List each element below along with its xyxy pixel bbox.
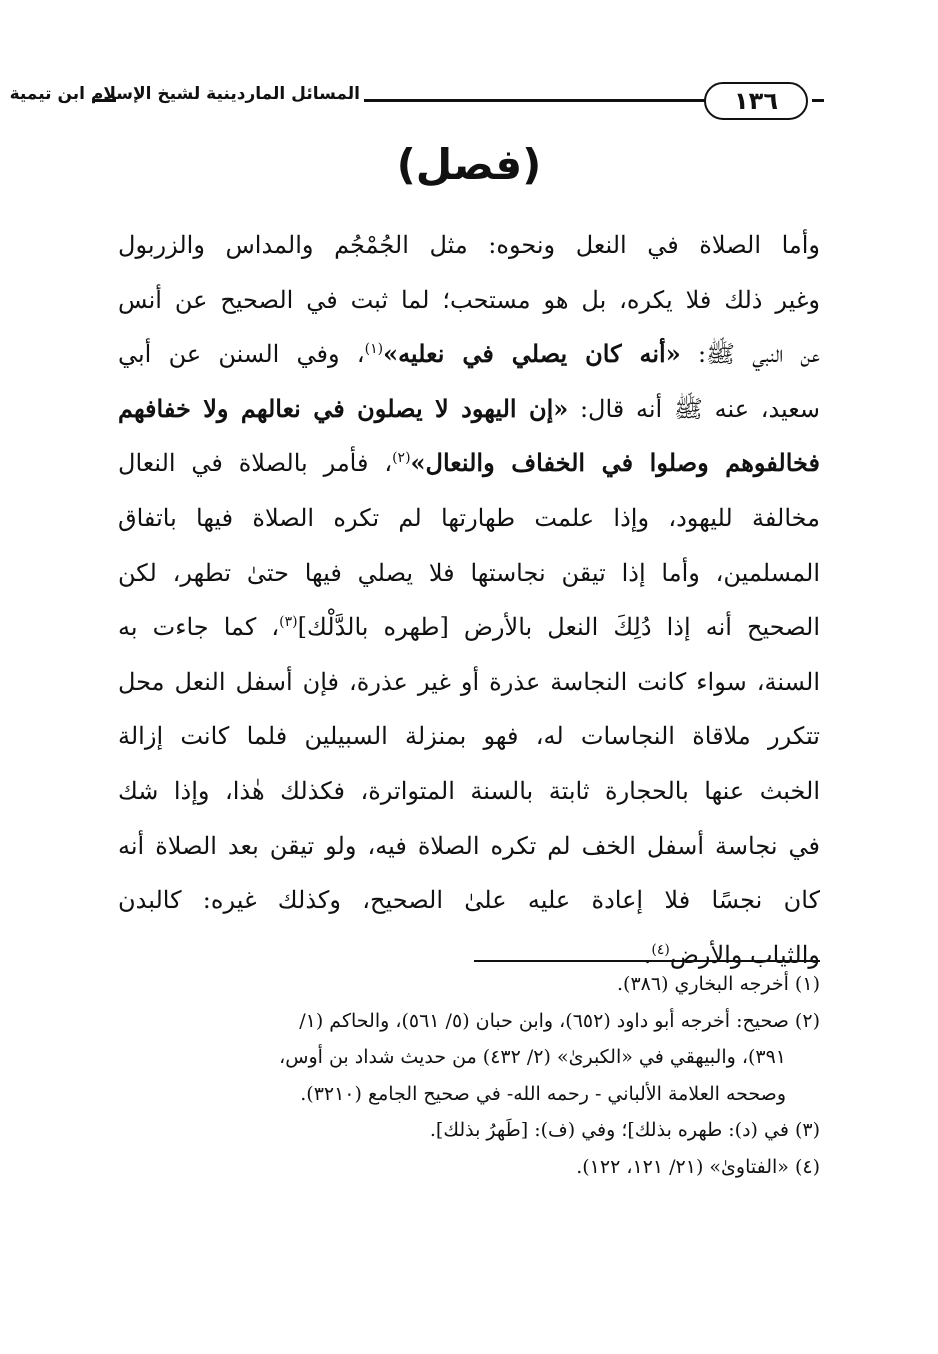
footnote-separator	[474, 960, 820, 962]
text-line: تتكرر ملاقاة النجاسات له، فهو بمنزلة السبيلين فلما كانت إزالة	[118, 722, 820, 751]
text-run: والثياب والأرض	[669, 940, 820, 969]
footnote: (٣) في (د): طهره بذلك]؛ وفي (ف): [طَهرُ بذلك].	[429, 1119, 820, 1142]
text-line: المسلمين، وأما إذا تيقن نجاستها فلا يصلي فيها حتىٰ تطهر، لكن	[118, 558, 820, 587]
text-run: سعيد، عنه ﷺ أنه قال:	[568, 394, 820, 423]
text-line	[118, 382, 820, 437]
text-run: ، فأمر بالصلاة في النعال	[118, 449, 393, 478]
text-line: في نجاسة أسفل الخف لم تكره الصلاة فيه، ولو تيقن بعد الصلاة أنه	[118, 831, 820, 860]
footnotes	[118, 966, 820, 1186]
hadith-quote: فخالفوهم وصلوا في الخفاف والنعال»	[410, 448, 820, 478]
header-title: المسائل الماردينية لشيخ الإسلام ابن تيمية	[9, 84, 360, 104]
footnote-continuation: وصححه العلامة الألباني - رحمه الله- في صحيح الجامع (٣٢١٠).	[300, 1082, 786, 1105]
text-run: ، كما جاءت به	[118, 613, 280, 642]
footnote: (٢) صحيح: أخرجه أبو داود (٦٥٢)، وابن حبان (٥/ ٥٦١)، والحاكم (١/	[299, 1009, 820, 1032]
text-line	[118, 327, 820, 382]
text-line: السنة، سواء كانت النجاسة عذرة أو غير عذرة، فإن أسفل النعل محل	[118, 667, 820, 696]
hadith-quote: «أنه كان يصلي في نعليه»	[383, 339, 681, 369]
footnote-ref[interactable]: (١)	[364, 341, 384, 358]
text-run: .	[643, 940, 652, 969]
text-line: وغير ذلك فلا يكره، بل هو مستحب؛ لما ثبت في الصحيح عن أنس	[118, 285, 820, 314]
text-line: الخبث عنها بالحجارة ثابتة بالسنة المتواترة، فكذلك هٰذا، وإذا شك	[118, 776, 820, 805]
hadith-quote: «إن اليهود لا يصلون في نعالهم ولا خفافهم	[118, 393, 569, 423]
footnote-ref[interactable]: (٣)	[279, 614, 298, 631]
page-number-badge	[704, 82, 808, 120]
header-rule	[812, 99, 824, 102]
text-run: عن النبي ﷺ:	[680, 340, 820, 369]
text-run: ، وفي السنن عن أبي	[118, 340, 365, 369]
text-line	[118, 436, 820, 491]
text-line	[118, 600, 820, 655]
footnote: (٤) «الفتاوىٰ» (٢١/ ١٢١، ١٢٢).	[576, 1155, 820, 1178]
footnote-ref[interactable]: (٢)	[392, 450, 411, 467]
footnote-ref[interactable]: (٤)	[651, 941, 670, 958]
footnote: (١) أخرجه البخاري (٣٨٦).	[616, 973, 820, 995]
text-line: كان نجسًا فلا إعادة عليه علىٰ الصحيح، وكذلك غيره: كالبدن	[118, 886, 820, 915]
page-number: ١٣٦	[734, 87, 778, 115]
footnote-continuation: ٣٩١)، والبيهقي في «الكبرىٰ» (٢/ ٤٣٢) من حديث شداد بن أوس،	[279, 1046, 786, 1069]
section-heading: (فصل)	[396, 140, 542, 189]
body-text	[118, 218, 820, 982]
running-header	[9, 82, 824, 126]
text-run: الصحيح أنه إذا دُلِكَ النعل بالأرض [طهره بالدَّلْك]	[297, 613, 820, 642]
text-line: وأما الصلاة في النعل ونحوه: مثل الجُمْجُم والمداس والزربول	[118, 231, 820, 259]
text-line: مخالفة لليهود، وإذا علمت طهارتها لم تكره الصلاة فيها باتفاق	[118, 503, 820, 532]
